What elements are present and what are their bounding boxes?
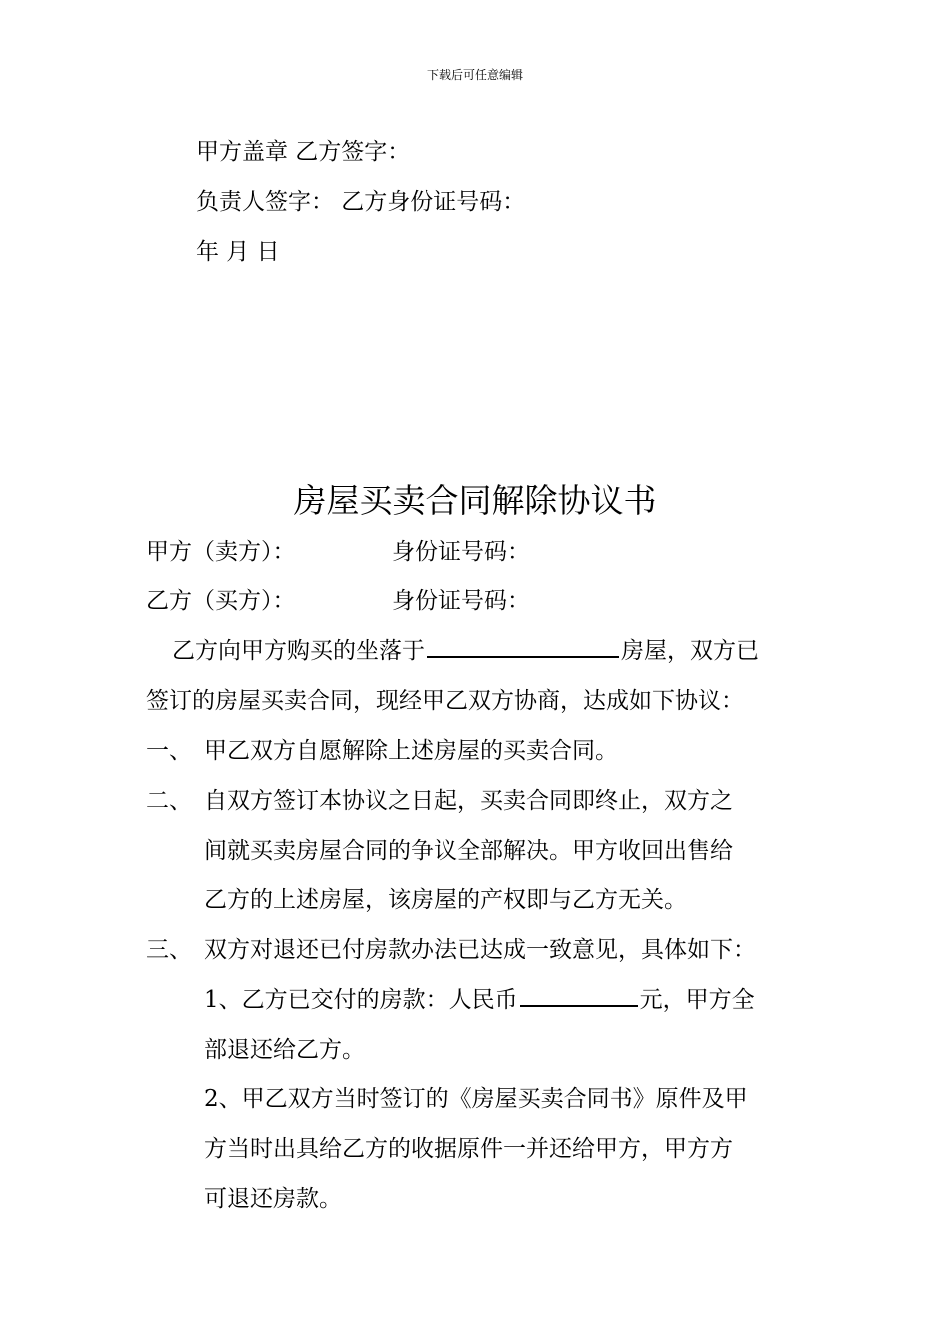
sub-item-2-line-1: 2、甲乙双方当时签订的《房屋买卖合同书》原件及甲 bbox=[204, 1086, 748, 1112]
sub-item-2-line-2: 方当时出具给乙方的收据原件一并还给甲方，甲方方 bbox=[204, 1136, 733, 1162]
sub-item-1-line-1 bbox=[204, 981, 755, 1014]
clause-1-number: 一、 bbox=[146, 738, 192, 764]
document-title: 房屋买卖合同解除协议书 bbox=[293, 481, 657, 520]
intro-line-1 bbox=[172, 632, 759, 665]
address-blank bbox=[427, 655, 619, 658]
signature-line-1: 甲方盖章 乙方签字： bbox=[196, 139, 411, 165]
party-a-label: 甲方（卖方）： bbox=[146, 539, 296, 565]
date-line: 年 月 日 bbox=[196, 239, 280, 265]
clause-2-number: 二、 bbox=[146, 788, 192, 814]
sub-item-1-text-1: 1、乙方已交付的房款：人民币 bbox=[204, 987, 518, 1013]
clause-2-line-2: 间就买卖房屋合同的争议全部解决。甲方收回出售给 bbox=[204, 838, 733, 864]
intro-line-2: 签订的房屋买卖合同，现经甲乙双方协商，达成如下协议： bbox=[146, 688, 744, 714]
sub-item-2-line-3: 可退还房款。 bbox=[204, 1186, 342, 1212]
clause-1-line-1: 甲乙双方自愿解除上述房屋的买卖合同。 bbox=[204, 738, 618, 764]
amount-blank bbox=[520, 1004, 638, 1007]
party-b-id-label: 身份证号码： bbox=[392, 588, 530, 614]
signature-line-2: 负责人签字： 乙方身份证号码： bbox=[196, 189, 526, 215]
clause-2-line-1: 自双方签订本协议之日起，买卖合同即终止，双方之 bbox=[204, 788, 733, 814]
clause-3-line-1: 双方对退还已付房款办法已达成一致意见，具体如下： bbox=[204, 937, 756, 963]
party-a-id-label: 身份证号码： bbox=[392, 539, 530, 565]
sub-item-1-line-2: 部退还给乙方。 bbox=[204, 1037, 365, 1063]
clause-2-line-3: 乙方的上述房屋，该房屋的产权即与乙方无关。 bbox=[204, 887, 687, 913]
intro-text-2: 房屋，双方已 bbox=[621, 638, 759, 664]
intro-text-1: 乙方向甲方购买的坐落于 bbox=[172, 638, 425, 664]
sub-item-1-text-2: 元，甲方全 bbox=[639, 987, 755, 1013]
clause-3-number: 三、 bbox=[146, 937, 192, 963]
header-note: 下载后可任意编辑 bbox=[426, 68, 523, 82]
party-b-label: 乙方（买方）： bbox=[146, 588, 296, 614]
